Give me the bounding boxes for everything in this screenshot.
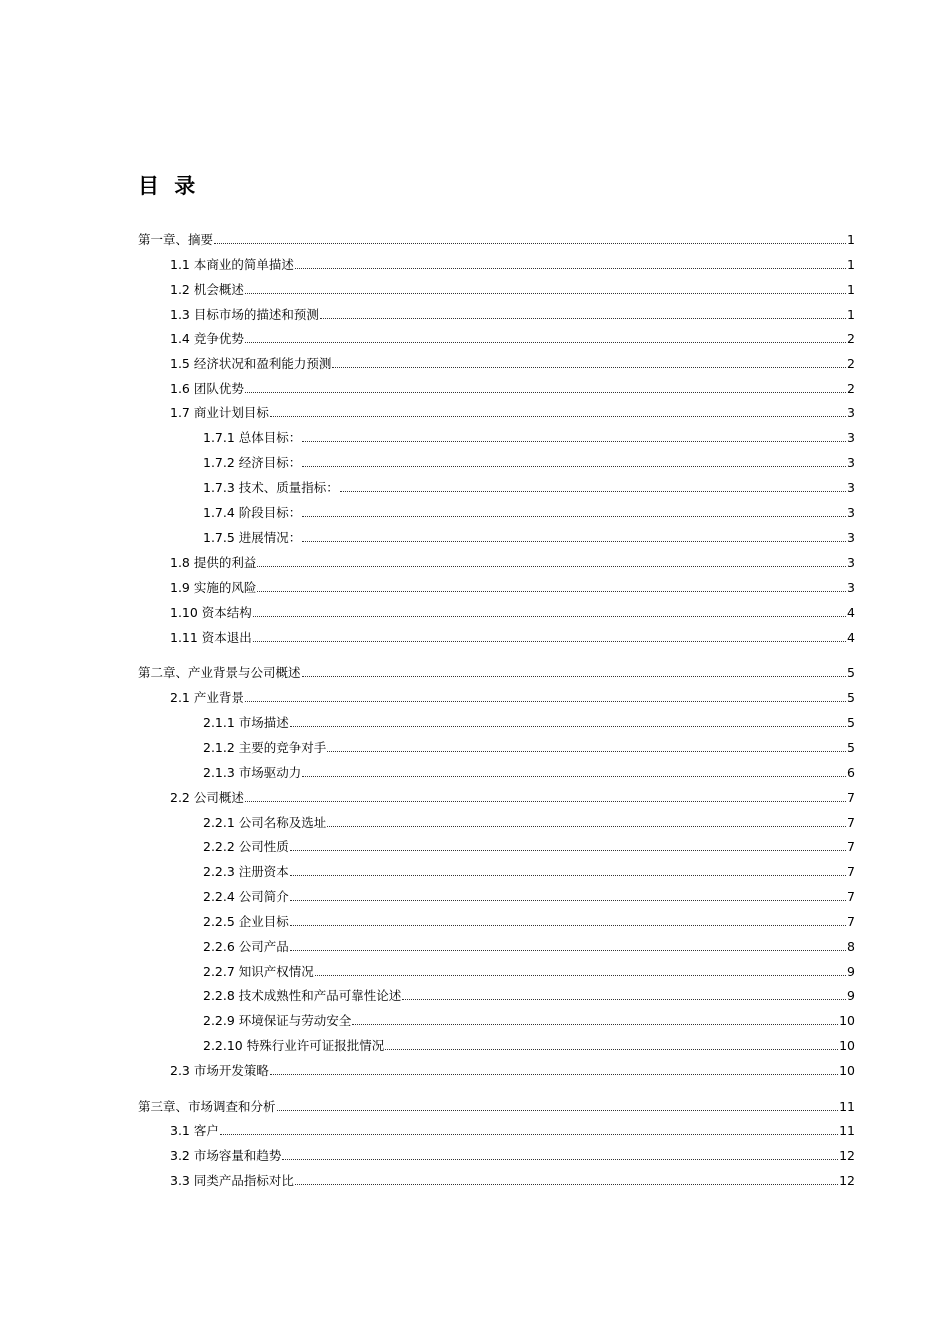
toc-entry-page-number: 2	[847, 381, 855, 396]
dot-leader	[302, 440, 846, 442]
toc-entry-label: 2.2.6 公司产品	[203, 939, 289, 954]
dot-leader	[290, 849, 846, 851]
toc-entry[interactable]	[170, 401, 855, 421]
toc-entry-page-number: 9	[847, 964, 855, 979]
toc-entry[interactable]	[170, 1144, 855, 1164]
toc-entry-label: 2.2.7 知识产权情况	[203, 964, 314, 979]
toc-entry-page-number: 5	[847, 715, 855, 730]
toc-entry[interactable]	[203, 736, 855, 756]
toc-entry-page-number: 7	[847, 914, 855, 929]
toc-entry[interactable]	[203, 885, 855, 905]
toc-entry[interactable]	[203, 451, 855, 471]
toc-entry-label: 1.7.5 进展情况：	[203, 530, 302, 545]
dot-leader	[245, 341, 846, 343]
dot-leader	[302, 465, 846, 467]
toc-entry-label: 2.2 公司概述	[170, 790, 244, 805]
toc-entry-page-number: 6	[847, 765, 855, 780]
toc-entry-page-number: 12	[839, 1173, 855, 1188]
toc-entry[interactable]	[203, 501, 855, 521]
toc-entry-label: 第一章、摘要	[138, 232, 214, 247]
toc-entry-label: 2.2.1 公司名称及选址	[203, 815, 327, 830]
toc-entry[interactable]	[170, 1169, 855, 1189]
toc-entry-page-number: 3	[847, 405, 855, 420]
toc-entry-page-number: 10	[839, 1013, 855, 1028]
toc-entry[interactable]	[203, 960, 855, 980]
dot-leader	[302, 675, 847, 677]
toc-entry-page-number: 3	[847, 530, 855, 545]
toc-entry[interactable]	[170, 352, 855, 372]
dot-leader	[270, 1073, 838, 1075]
dot-leader	[302, 540, 846, 542]
toc-entry-label: 1.9 实施的风险	[170, 580, 257, 595]
toc-entry-page-number: 1	[847, 257, 855, 272]
toc-entry[interactable]	[203, 761, 855, 781]
dot-leader	[340, 490, 846, 492]
toc-entry-page-number: 7	[847, 839, 855, 854]
toc-entry[interactable]	[203, 1034, 855, 1054]
toc-entry[interactable]	[203, 711, 855, 731]
toc-entry-label: 2.2.8 技术成熟性和产品可靠性论述	[203, 988, 402, 1003]
toc-entry-label: 1.6 团队优势	[170, 381, 244, 396]
toc-entry-page-number: 5	[847, 665, 855, 680]
dot-leader	[257, 565, 846, 567]
toc-entry-page-number: 7	[847, 815, 855, 830]
toc-entry-page-number: 1	[847, 307, 855, 322]
toc-entry-page-number: 10	[839, 1038, 855, 1053]
toc-entry[interactable]	[203, 526, 855, 546]
toc-entry-page-number: 10	[839, 1063, 855, 1078]
toc-entry-label: 1.4 竞争优势	[170, 331, 244, 346]
dot-leader	[332, 366, 846, 368]
dot-leader	[282, 1158, 838, 1160]
dot-leader	[270, 415, 846, 417]
toc-entry-label: 1.8 提供的利益	[170, 555, 257, 570]
toc-entry-label: 2.2.2 公司性质	[203, 839, 289, 854]
toc-entry-label: 2.2.4 公司简介	[203, 889, 289, 904]
toc-entry[interactable]	[170, 576, 855, 596]
toc-entry-page-number: 2	[847, 356, 855, 371]
dot-leader	[302, 515, 846, 517]
toc-title: 目 录	[138, 174, 200, 198]
dot-leader	[253, 640, 846, 642]
toc-entry[interactable]	[170, 1059, 855, 1079]
toc-entry-label: 1.7.2 经济目标：	[203, 455, 302, 470]
toc-entry-label: 1.5 经济状况和盈利能力预测	[170, 356, 332, 371]
dot-leader	[245, 700, 846, 702]
toc-entry[interactable]	[170, 626, 855, 646]
dot-leader	[327, 750, 846, 752]
toc-entry-label: 2.2.5 企业目标	[203, 914, 289, 929]
toc-entry-page-number: 12	[839, 1148, 855, 1163]
toc-entry[interactable]	[203, 835, 855, 855]
toc-entry[interactable]	[170, 686, 855, 706]
dot-leader	[295, 267, 846, 269]
toc-entry-label: 2.2.10 特殊行业许可证报批情况	[203, 1038, 385, 1053]
toc-entry-label: 3.2 市场容量和趋势	[170, 1148, 282, 1163]
toc-entry-label: 1.7.4 阶段目标：	[203, 505, 302, 520]
toc-entry-label: 1.7.1 总体目标：	[203, 430, 302, 445]
dot-leader	[302, 775, 846, 777]
toc-entry-page-number: 7	[847, 864, 855, 879]
toc-entry[interactable]	[203, 1009, 855, 1029]
toc-entry[interactable]	[138, 1095, 855, 1115]
toc-entry-label: 3.3 同类产品指标对比	[170, 1173, 294, 1188]
toc-entry[interactable]	[138, 661, 855, 681]
toc-entry[interactable]	[170, 786, 855, 806]
toc-entry[interactable]	[138, 228, 855, 248]
dot-leader	[295, 1183, 838, 1185]
toc-entry-page-number: 1	[847, 282, 855, 297]
toc-entry[interactable]	[203, 935, 855, 955]
toc-entry-label: 2.1 产业背景	[170, 690, 244, 705]
toc-entry[interactable]	[170, 327, 855, 347]
dot-leader	[385, 1048, 838, 1050]
toc-entry-label: 1.1 本商业的简单描述	[170, 257, 294, 272]
toc-entry-page-number: 3	[847, 580, 855, 595]
dot-leader	[290, 899, 846, 901]
toc-entry-page-number: 11	[839, 1099, 855, 1114]
dot-leader	[245, 292, 846, 294]
toc-entry-label: 1.3 目标市场的描述和预测	[170, 307, 319, 322]
dot-leader	[253, 615, 846, 617]
dot-leader	[327, 825, 846, 827]
toc-entry-page-number: 3	[847, 555, 855, 570]
toc-entry-page-number: 4	[847, 605, 855, 620]
dot-leader	[220, 1133, 838, 1135]
toc-entry[interactable]	[203, 476, 855, 496]
toc-entry-label: 3.1 客户	[170, 1123, 219, 1138]
toc-entry-label: 2.1.3 市场驱动力	[203, 765, 302, 780]
dot-leader	[402, 998, 846, 1000]
dot-leader	[315, 974, 846, 976]
dot-leader	[290, 924, 846, 926]
toc-entry-label: 2.2.3 注册资本	[203, 864, 289, 879]
toc-entry[interactable]	[170, 253, 855, 273]
dot-leader	[245, 391, 846, 393]
toc-entry[interactable]	[203, 984, 855, 1004]
dot-leader	[352, 1023, 838, 1025]
toc-entry-page-number: 3	[847, 480, 855, 495]
toc-entry-page-number: 1	[847, 232, 855, 247]
toc-entry-label: 2.2.9 环境保证与劳动安全	[203, 1013, 352, 1028]
toc-entry-page-number: 3	[847, 430, 855, 445]
toc-entry-label: 1.7 商业计划目标	[170, 405, 269, 420]
toc-entry-label: 1.11 资本退出	[170, 630, 252, 645]
toc-entry-label: 第三章、市场调查和分析	[138, 1099, 276, 1114]
toc-entry-page-number: 8	[847, 939, 855, 954]
toc-entry-label: 2.3 市场开发策略	[170, 1063, 269, 1078]
toc-entry-label: 2.1.1 市场描述	[203, 715, 289, 730]
toc-entry[interactable]	[203, 910, 855, 930]
toc-entry[interactable]	[170, 303, 855, 323]
toc-entry-page-number: 5	[847, 740, 855, 755]
toc-entry[interactable]	[203, 811, 855, 831]
toc-entry-label: 1.10 资本结构	[170, 605, 252, 620]
toc-entry-label: 1.2 机会概述	[170, 282, 244, 297]
dot-leader	[277, 1109, 839, 1111]
dot-leader	[290, 949, 846, 951]
toc-entry[interactable]	[170, 1119, 855, 1139]
toc-entry-page-number: 5	[847, 690, 855, 705]
toc-entry-page-number: 3	[847, 455, 855, 470]
dot-leader	[214, 242, 846, 244]
toc-entry-label: 第二章、产业背景与公司概述	[138, 665, 301, 680]
toc-entry-page-number: 9	[847, 988, 855, 1003]
toc-entry-label: 1.7.3 技术、质量指标：	[203, 480, 339, 495]
toc-entry-label: 2.1.2 主要的竞争对手	[203, 740, 327, 755]
toc-entry-page-number: 3	[847, 505, 855, 520]
toc-entry-page-number: 7	[847, 889, 855, 904]
toc-entry[interactable]	[203, 860, 855, 880]
toc-entry-page-number: 7	[847, 790, 855, 805]
toc-entry-page-number: 4	[847, 630, 855, 645]
toc-entry[interactable]	[170, 278, 855, 298]
toc-entry-page-number: 2	[847, 331, 855, 346]
dot-leader	[290, 725, 846, 727]
toc-entry[interactable]	[170, 601, 855, 621]
dot-leader	[290, 874, 846, 876]
toc-entry[interactable]	[203, 426, 855, 446]
toc-entry[interactable]	[170, 377, 855, 397]
dot-leader	[320, 317, 846, 319]
dot-leader	[257, 590, 846, 592]
toc-entry-page-number: 11	[839, 1123, 855, 1138]
dot-leader	[245, 800, 846, 802]
toc-entry[interactable]	[170, 551, 855, 571]
